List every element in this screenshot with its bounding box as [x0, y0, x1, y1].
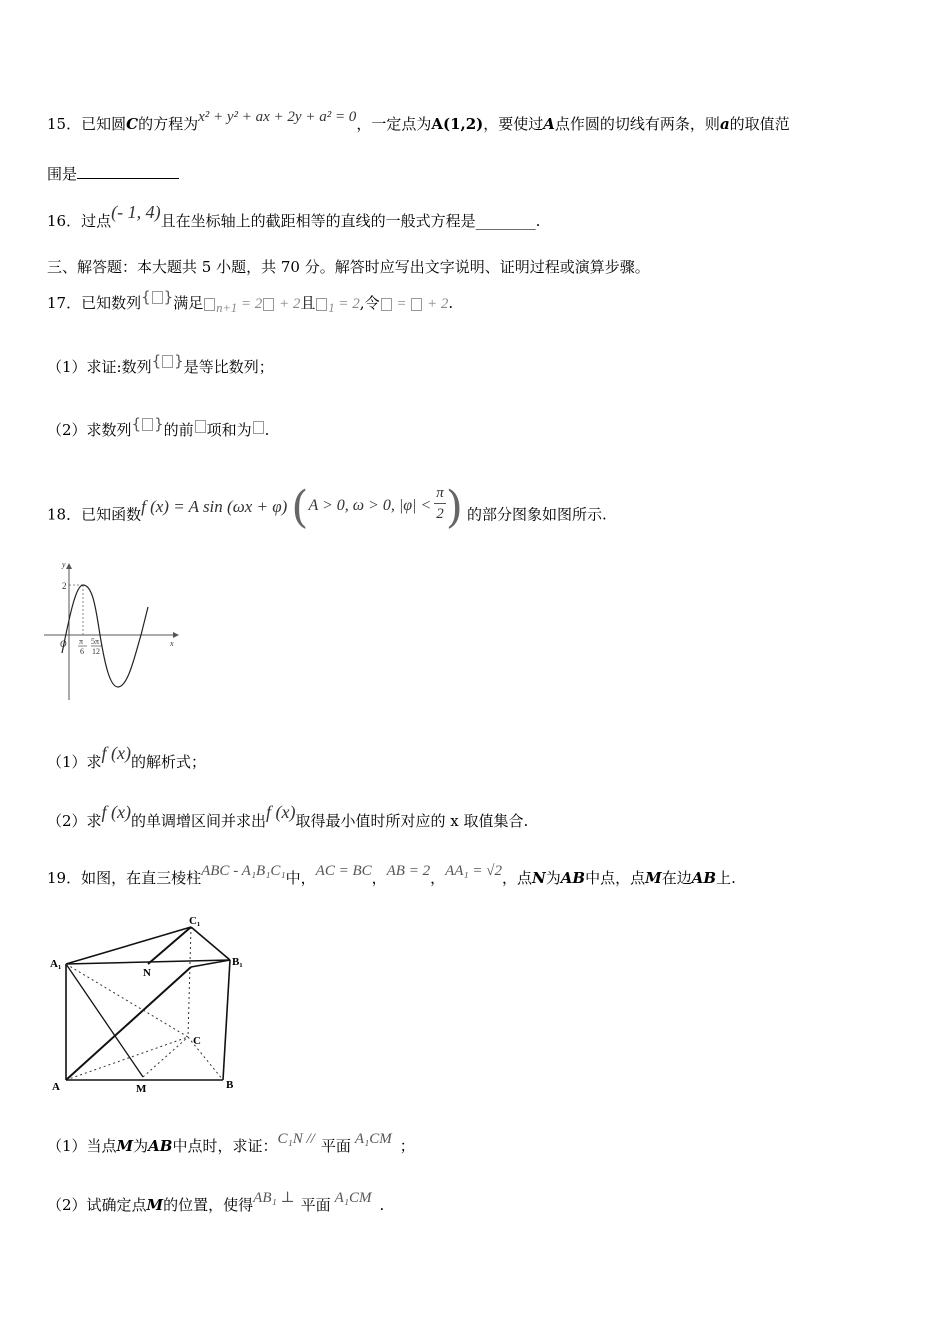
q17-number: 17． [47, 294, 82, 312]
label-b: B [226, 1079, 234, 1091]
label-c: C [193, 1035, 201, 1047]
q16-line: 16．过点(- 1, 4)且在坐标轴上的截距相等的直线的一般式方程是________. [47, 202, 541, 230]
q18-line: 18．已知函数f (x) = A sin (ωx + φ)(A > 0, ω > 0, |φ| < $\frac{\pi}{2}$ ) 的部分图象如图所示. [47, 495, 607, 536]
label-m: M [136, 1083, 147, 1092]
q17-line: 17．已知数列{ }满足 $_{n+1}$ = 2 + 2且 $_1$ = 2,令 = + 2. [47, 288, 454, 315]
label-a: A [52, 1081, 60, 1092]
y-max-label: 2 [62, 581, 67, 591]
q15-number: 15． [47, 115, 82, 133]
q18-part2: （2）求f (x)的单调增区间并求出f (x)取得最小值时所对应的 x 取值集合. [47, 802, 529, 830]
q18-sine-graph [38, 555, 188, 705]
tick-pi-6-num: π [79, 637, 84, 646]
label-c1: C₁ [189, 915, 201, 927]
q19-line: 19．如图，在直三棱柱ABC - A₁B₁C₁中，AC = BC，AB = 2，AA₁ = √2，点N为AB中点，点M在边AB上. [47, 863, 736, 887]
q18-number: 18． [47, 505, 82, 524]
y-label: y [62, 560, 66, 569]
q15-line2: 围是 [47, 164, 179, 184]
q16-number: 16． [47, 212, 82, 230]
tick-5pi-12-num: 5π [91, 637, 100, 646]
q18-part1: （1）求f (x)的解析式； [47, 743, 207, 771]
label-a1: A₁ [50, 958, 62, 970]
q19-part2: （2）试确定点M的位置，使得AB₁ ⊥ 平面 A₁CM . [47, 1190, 385, 1214]
q19-part1: （1）当点M为AB中点时，求证：C₁N // 平面 A₁CM ； [47, 1131, 415, 1155]
q17-part2: （2）求数列{ }的前 项和为 . [47, 415, 270, 439]
q17-part1: （1）求证:数列{ }是等比数列； [47, 352, 274, 376]
q17-definition: = + 2 [380, 296, 449, 312]
section-3-heading: 三、解答题：本大题共 5 小题，共 70 分。解答时应写出文字说明、证明过程或演算步骤。 [47, 258, 650, 276]
q18-condition: (A > 0, ω > 0, |φ| < $\frac{\pi}{2}$ ) [291, 481, 463, 533]
sine-curve [62, 585, 148, 687]
tick-5pi-12-den: 12 [92, 647, 100, 656]
q18-function: f (x) = A sin (ωx + φ) [141, 496, 288, 516]
fx-expression: f (x) [101, 743, 132, 763]
q19-prism: ABC - A₁B₁C₁ [201, 863, 286, 879]
seq-a-icon: { } [131, 415, 164, 433]
tick-pi-6-den: 6 [80, 647, 84, 656]
q16-point: (- 1, 4) [111, 202, 161, 222]
q17-recurrence: $_{n+1}$ = 2 + 2 [203, 296, 300, 312]
q15-point: A(1,2) [431, 115, 484, 133]
label-n: N [143, 967, 151, 979]
fx-expression: f (x) [101, 802, 132, 822]
q19-number: 19． [47, 869, 82, 887]
y-axis-arrow [66, 563, 72, 569]
x-label: x [170, 639, 174, 648]
label-b1: B₁ [232, 956, 243, 968]
q15-line1: 15．已知圆C的方程为x² + y² + ax + 2y + a² = 0，一定点为A(1,2)，要使过A点作圆的切线有两条，则a的取值范 [47, 109, 790, 133]
fx-expression: f (x) [266, 802, 296, 822]
answer-blank [77, 164, 179, 179]
origin-label: O [60, 639, 67, 649]
placeholder-n-icon [195, 420, 206, 433]
seq-b-icon: { } [151, 352, 184, 370]
x-axis-arrow [173, 632, 179, 638]
placeholder-s-icon [253, 421, 264, 434]
q19-prism-figure [48, 912, 248, 1092]
seq-a-icon: { } [141, 288, 174, 306]
q17-initial: $_1$ = 2 [315, 296, 359, 312]
q15-circle-equation: x² + y² + ax + 2y + a² = 0 [198, 109, 357, 125]
